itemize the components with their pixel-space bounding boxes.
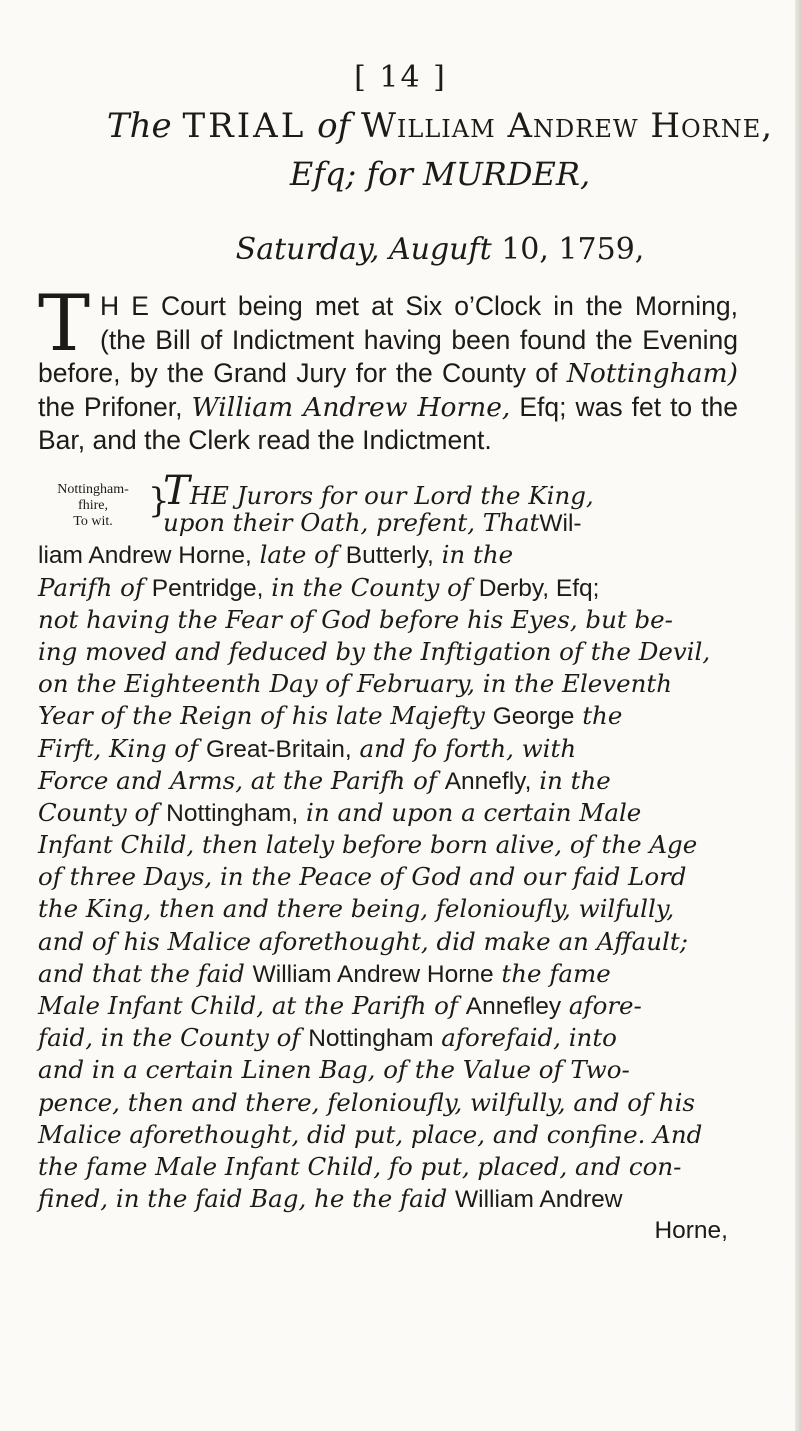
indictment-paragraph: [38, 468, 738, 1248]
indictment-text: afore-: [561, 991, 642, 1020]
indictment-text: Butterly,: [345, 542, 434, 570]
dateline: [100, 232, 780, 267]
margin-note-line1: Nottingham-: [57, 482, 129, 497]
indictment-text: in the County of: [263, 572, 479, 602]
indictment-text: County of: [38, 797, 167, 827]
title-trial: TRIAL: [182, 106, 307, 146]
indictment-line: Horne,: [654, 1217, 728, 1245]
indictment-text: William Andrew: [455, 1186, 623, 1214]
opening-paragraph: [38, 279, 738, 458]
indictment-text: Wil-: [539, 510, 582, 538]
indictment-line: [38, 507, 738, 539]
indictment-line: [38, 468, 738, 514]
title-the: The: [106, 106, 172, 146]
indictment-line: on the Eighteenth Day of February, in the Eleventh: [38, 669, 673, 699]
indictment-text: Pentridge,: [151, 574, 264, 602]
indictment-line: [38, 539, 738, 571]
indictment-line: [38, 572, 738, 604]
date-rest: 10, 1759,: [501, 232, 645, 267]
margin-note-line3: To wit.: [73, 514, 113, 529]
para1-defendant: William Andrew Horne,: [191, 391, 511, 423]
indictment-line: [38, 1183, 738, 1215]
date-month: Auguft: [388, 232, 492, 267]
date-day: Saturday,: [235, 232, 380, 267]
indictment-text: and that the faid: [38, 958, 253, 988]
indictment-text: HE Jurors for our Lord the King,: [189, 481, 594, 510]
indictment-line: [38, 765, 738, 797]
indictment-line: [38, 797, 738, 829]
indictment-text: liam Andrew Horne,: [38, 542, 252, 570]
indictment-text: William Andrew Horne: [252, 960, 494, 988]
para1-place: Nottingham): [566, 358, 738, 390]
indictment-text: the: [574, 701, 623, 731]
margin-brace: }: [148, 481, 170, 521]
indictment-line: and of his Malice aforethought, did make an Affault;: [38, 926, 688, 956]
indictment-text: Male Infant Child, at the Parifh of: [38, 991, 466, 1020]
indictment-line: not having the Fear of God before his Eyes, but be-: [38, 604, 673, 634]
indictment-line: [38, 700, 738, 732]
indictment-text: fined, in the faid Bag, he the faid: [38, 1184, 456, 1214]
indictment-text: late of: [251, 540, 346, 570]
indictment-line: of three Days, in the Peace of God and our faid Lord: [38, 862, 687, 892]
para1-line3: been found the Evening before, by the Grand: [38, 324, 738, 389]
para1-prisoner: the Prifoner,: [38, 391, 183, 422]
page-title: [100, 100, 780, 152]
indictment-text: Great-Britain,: [206, 735, 352, 763]
indictment-text: Nottingham,: [166, 799, 299, 827]
indictment-text: and fo forth, with: [351, 733, 577, 763]
indictment-text: Parifh of: [38, 572, 152, 602]
indictment-line: and in a certain Linen Bag, of the Value of Two-: [38, 1055, 630, 1085]
indictment-text: Annefley: [465, 993, 562, 1020]
indictment-line: [38, 733, 738, 765]
page-number: [ 14 ]: [354, 60, 447, 95]
indictment-text: Derby, Efq;: [478, 574, 600, 602]
para1-line4: Jury for the County of: [296, 358, 567, 389]
page-edge-shadow: [795, 0, 801, 1431]
indictment-text: upon their Oath, prefent, That: [163, 508, 540, 538]
indictment-text: Annefly,: [444, 767, 532, 795]
title-subline: Efq; for MURDER,: [289, 155, 591, 193]
indictment-line: Malice aforethought, did put, place, and confine. And: [38, 1119, 703, 1149]
indictment-line: the fame Male Infant Child, fo put, placed, and con-: [38, 1151, 682, 1181]
indictment-line: [38, 1022, 738, 1054]
indictment-line: the King, then and there being, felonioufly, wilfully,: [38, 894, 675, 924]
indictment-text: in the: [433, 540, 514, 570]
indictment-line: pence, then and there, felonioufly, wilfully, and of his: [38, 1087, 695, 1117]
para1-bar: Efq; was fet to the Bar,: [38, 391, 738, 456]
para1-line2: Morning, (the Bill of Indictment having: [100, 291, 738, 355]
indictment-text: George: [492, 703, 575, 731]
indictment-drop-cap: T: [163, 468, 190, 514]
indictment-line: ing moved and feduced by the Inftigation of the Devil,: [38, 636, 711, 666]
para1-last: and the Clerk read the Indictment.: [92, 425, 492, 456]
indictment-text: the fame: [493, 958, 611, 988]
title-name: William Andrew Horne,: [360, 106, 774, 146]
indictment-line: Infant Child, then lately before born alive, of the Age: [38, 830, 698, 860]
indictment-text: faid, in the County of: [38, 1023, 309, 1053]
title-of: of: [317, 106, 351, 146]
indictment-text: in and upon a certain Male: [298, 797, 642, 827]
indictment-text: Nottingham: [308, 1025, 434, 1053]
indictment-text: Firft, King of: [38, 733, 207, 763]
para1-line1: H E Court being met at Six o’Clock in the: [100, 291, 623, 321]
indictment-text: in the: [531, 765, 611, 795]
indictment-line: [38, 990, 738, 1022]
indictment-text: Force and Arms, at the Parifh of: [38, 765, 445, 795]
margin-note-line2: fhire,: [78, 498, 108, 513]
indictment-text: aforefaid, into: [433, 1023, 617, 1053]
indictment-text: Year of the Reign of his late Majefty: [38, 701, 493, 731]
indictment-line: [38, 958, 738, 990]
drop-cap: T: [38, 279, 91, 369]
